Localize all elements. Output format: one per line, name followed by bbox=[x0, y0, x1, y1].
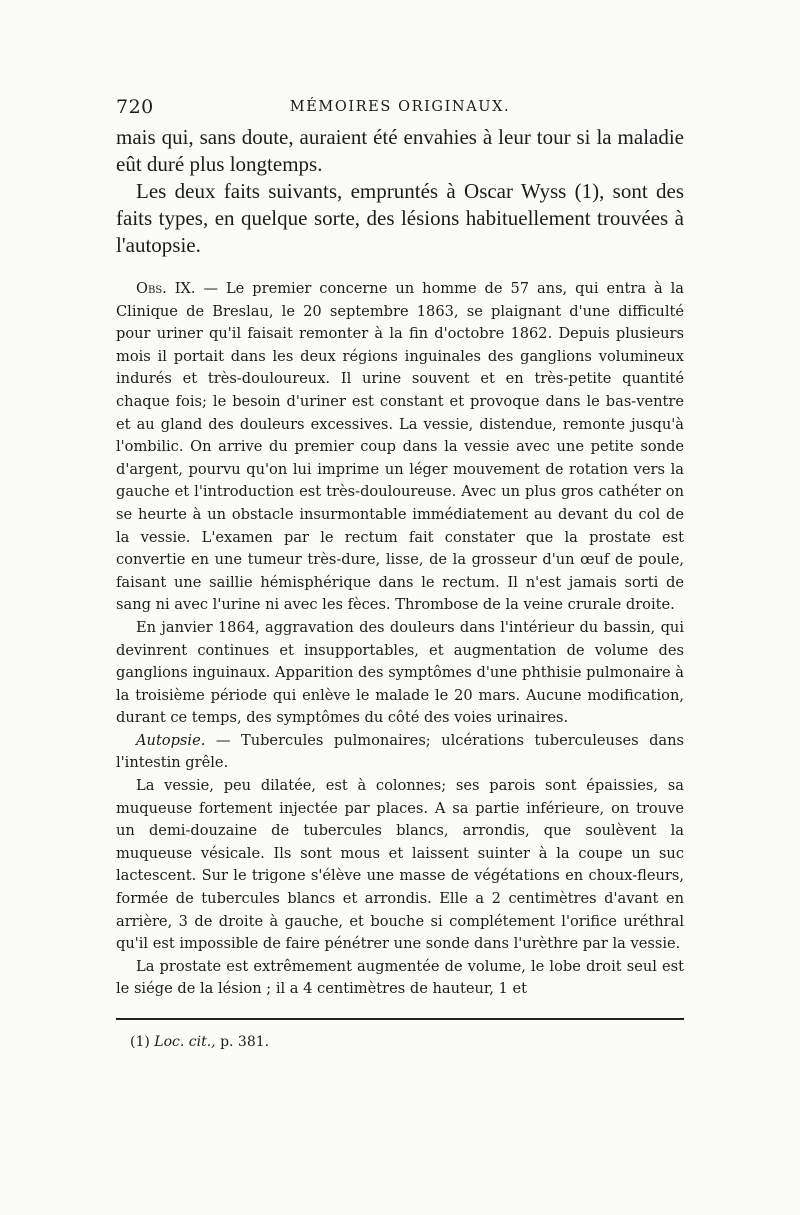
observation-label: Obs. IX. bbox=[136, 280, 196, 297]
running-header bbox=[116, 96, 684, 120]
autopsy-paragraph bbox=[116, 730, 684, 775]
autopsy-label: Autopsie. bbox=[136, 731, 206, 749]
section-gap bbox=[116, 259, 684, 278]
observation-paragraph-2: En janvier 1864, aggravation des douleurs dans l'intérieur du bassin, qui devinrent continues et insupportables, et augmentation de volume des ganglions inguinaux. Apparition des symptômes d'une phthisie pulmonaire à la troisième période qui enlève le malade le 20 mars. Aucune modification, durant ce temps, des symptômes du côté des voies urinaires. bbox=[116, 618, 684, 727]
observation-paragraph-4: La vessie, peu dilatée, est à colonnes; ses parois sont épaissies, sa muqueuse fortement injectée par places. A sa partie inférieure, on trouve un demi-douzaine de tubercules blancs, arrondis, que soulèvent la muqueuse vésicale. Ils sont mous et laissent suinter à la coupe un suc lactescent. Sur le trigone s'élève une masse de végétations en choux-fleurs, formée de tubercules blancs et arrondis. Elle a 2 centimètres d'avant en arrière, 3 de droite à gauche, et bouche si complétement l'orifice uréthral qu'il est impossible de faire pénétrer une sonde dans l'urèthre par la vessie. bbox=[116, 777, 684, 953]
page-number: 720 bbox=[116, 96, 154, 118]
footnote-rule bbox=[116, 1018, 684, 1020]
page bbox=[116, 96, 684, 1050]
running-title: MÉMOIRES ORIGINAUX. bbox=[289, 99, 511, 115]
footnote-page: p. 381. bbox=[220, 1034, 270, 1050]
footnote bbox=[130, 1034, 684, 1050]
intro-paragraph-2: Les deux faits suivants, empruntés à Oscar Wyss (1), sont des faits types, en quelque sorte, des lésions habituellement trouvées à l'autopsie. bbox=[116, 179, 684, 257]
intro-paragraph-1: mais qui, sans doute, auraient été envahies à leur tour si la maladie eût duré plus longtemps. bbox=[116, 125, 684, 176]
observation-paragraph-1 bbox=[116, 278, 684, 617]
observation-text: — Le premier concerne un homme de 57 ans, qui entra à la Clinique de Breslau, le 20 septembre 1863, se plaignant d'une difficulté pour uriner qu'il faisait remonter à la fin d'octobre 1862. Depuis plusieurs mois il portait dans les deux régions inguinales des ganglions volumineux indurés et très-douloureux. Il urine souvent et en très-petite quantité chaque fois; le besoin d'uriner est constant et provoque dans le bas-ventre et au gland des douleurs excessives. La vessie, distendue, remonte jusqu'à l'ombilic. On arrive du premier coup dans la vessie avec une petite sonde d'argent, pourvu qu'on lui imprime un léger mouvement de rotation vers la gauche et l'introduction est très-douloureuse. Avec un plus gros cathéter on se heurte à un obstacle insurmontable immédiatement au devant du col de la vessie. L'examen par le rectum fait constater que la prostate est convertie en une tumeur très-dure, lisse, de la grosseur d'un œuf de poule, faisant une saillie hémisphérique dans le rectum. Il n'est jamais sorti de sang ni avec l'urine ni avec les fèces. Thrombose de la veine crurale droite. bbox=[116, 280, 684, 614]
footnote-source: Loc. cit., bbox=[154, 1034, 216, 1050]
footnote-marker: (1) bbox=[130, 1034, 150, 1050]
autopsy-text: — Tubercules pulmonaires; ulcérations tuberculeuses dans l'intestin grêle. bbox=[116, 731, 684, 772]
observation-paragraph-5: La prostate est extrêmement augmentée de volume, le lobe droit seul est le siége de la lésion ; il a 4 centimètres de hauteur, 1 et bbox=[116, 957, 684, 998]
